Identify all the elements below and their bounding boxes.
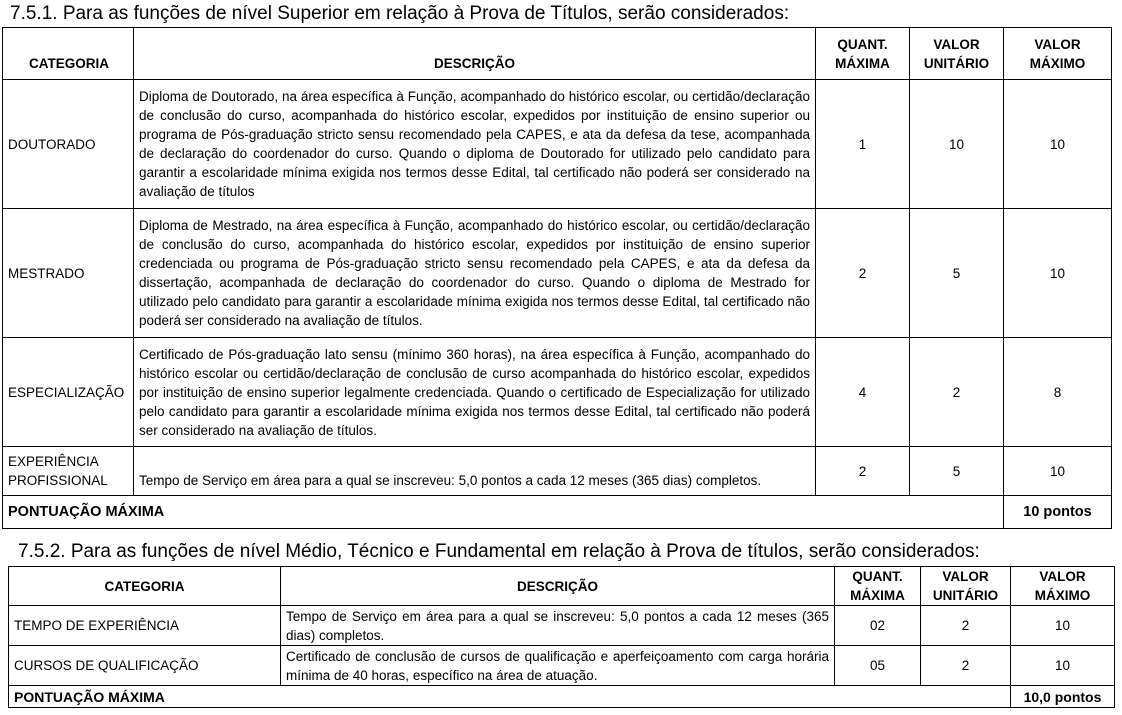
medio-titles-table — [8, 566, 1115, 708]
row-unitario: 5 — [910, 209, 1004, 338]
row-quant: 1 — [816, 80, 910, 209]
header-unit-line1: VALOR — [942, 569, 989, 584]
row-categoria: ESPECIALIZAÇÃO — [3, 338, 134, 447]
section-2-heading: 7.5.2. Para as funções de nível Médio, Técnico e Fundamental em relação à Prova de títulos, serão considerados: — [18, 541, 980, 562]
table-row — [3, 447, 1112, 496]
row-categoria: CURSOS DE QUALIFICAÇÃO — [9, 646, 281, 686]
total-row — [3, 496, 1112, 529]
header-quant-maxima — [816, 28, 910, 80]
superior-titles-table — [2, 27, 1112, 529]
row-unitario: 2 — [921, 606, 1011, 646]
header-valor-maximo — [1011, 567, 1115, 606]
header-descricao: DESCRIÇÃO — [134, 28, 816, 80]
header-valor-maximo — [1004, 28, 1112, 80]
header-max-line2: MÁXIMO — [1034, 588, 1091, 603]
row-unitario: 2 — [910, 338, 1004, 447]
table-row — [3, 80, 1112, 209]
header-descricao: DESCRIÇÃO — [281, 567, 835, 606]
header-quant-line1: QUANT. — [837, 37, 888, 52]
row-quant: 2 — [816, 447, 910, 496]
row-categoria-line2: PROFISSIONAL — [8, 473, 108, 488]
table-header-row — [3, 28, 1112, 80]
row-maximo: 10 — [1011, 606, 1115, 646]
row-descricao: Tempo de Serviço em área para a qual se inscreveu: 5,0 pontos a cada 12 meses (365 dias) completos. — [134, 447, 816, 496]
row-quant: 02 — [835, 606, 921, 646]
row-descricao: Diploma de Doutorado, na área específica à Função, acompanhado do histórico escolar, ou certidão/declaração de conclusão do curso, acompanhada do histórico escolar, expedidos por instituição de ensino superior ou programa de Pós-graduação stricto sensu recomendado pela CAPES, e ata da defesa da tese, acompanhada de declaração do coordenador do curso. Quando o diploma de Doutorado for utilizado pelo candidato para garantir a escolaridade mínima exigida nos termos desse Edital, tal certificado não poderá ser considerado na avaliação de títulos — [134, 80, 816, 209]
row-quant: 2 — [816, 209, 910, 338]
table-row — [3, 209, 1112, 338]
row-unitario: 2 — [921, 646, 1011, 686]
total-label: PONTUAÇÃO MÁXIMA — [3, 496, 1004, 529]
row-quant: 05 — [835, 646, 921, 686]
header-max-line2: MÁXIMO — [1029, 56, 1086, 71]
table-row — [3, 338, 1112, 447]
header-unit-line2: UNITÁRIO — [932, 588, 999, 603]
table-header-row — [9, 567, 1115, 606]
row-categoria: TEMPO DE EXPERIÊNCIA — [9, 606, 281, 646]
header-quant-maxima — [835, 567, 921, 606]
total-row — [9, 686, 1115, 708]
section-1-heading: 7.5.1. Para as funções de nível Superior em relação à Prova de Títulos, serão considerados: — [10, 3, 790, 24]
row-descricao: Certificado de conclusão de cursos de qualificação e aperfeiçoamento com carga horária mínima de 40 horas, específico na área de atuação. — [281, 646, 835, 686]
header-quant-line1: QUANT. — [852, 569, 903, 584]
row-maximo: 8 — [1004, 338, 1112, 447]
header-quant-line2: MÁXIMA — [850, 588, 905, 603]
row-unitario: 10 — [910, 80, 1004, 209]
table-row — [9, 606, 1115, 646]
table-row — [9, 646, 1115, 686]
header-quant-line2: MÁXIMA — [835, 56, 890, 71]
row-unitario: 5 — [910, 447, 1004, 496]
row-categoria — [3, 447, 134, 496]
header-unit-line1: VALOR — [933, 37, 980, 52]
total-value: 10 pontos — [1004, 496, 1112, 529]
row-quant: 4 — [816, 338, 910, 447]
total-value: 10,0 pontos — [1011, 686, 1115, 708]
row-maximo: 10 — [1004, 80, 1112, 209]
row-categoria: DOUTORADO — [3, 80, 134, 209]
row-maximo: 10 — [1011, 646, 1115, 686]
row-descricao: Certificado de Pós-graduação lato sensu (mínimo 360 horas), na área específica à Função, acompanhado do histórico escolar ou certidão/declaração de conclusão de curso acompanhada do histórico escolar, expedidos por instituição de ensino superior legalmente credenciada. Quando o certificado de Especialização for utilizado pelo candidato para garantir a escolaridade mínima exigida nos termos desse Edital, tal certificado não poderá ser considerado na avaliação de títulos. — [134, 338, 816, 447]
header-categoria: CATEGORIA — [9, 567, 281, 606]
header-valor-unitario — [921, 567, 1011, 606]
total-label: PONTUAÇÃO MÁXIMA — [9, 686, 1011, 708]
header-categoria: CATEGORIA — [3, 28, 134, 80]
header-max-line1: VALOR — [1034, 37, 1081, 52]
row-maximo: 10 — [1004, 209, 1112, 338]
row-descricao: Tempo de Serviço em área para a qual se inscreveu: 5,0 pontos a cada 12 meses (365 dias) completos. — [281, 606, 835, 646]
row-maximo: 10 — [1004, 447, 1112, 496]
row-descricao: Diploma de Mestrado, na área específica à Função, acompanhado do histórico escolar, ou certidão/declaração de conclusão do curso, acompanhada do histórico escolar, expedidos por instituição de ensino superior credenciada ou programa de Pós-graduação stricto sensu recomendado pela CAPES, e ata da defesa da dissertação, acompanhada de declaração do coordenador do curso. Quando o diploma de Mestrado for utilizado pelo candidato para garantir a escolaridade mínima exigida nos termos desse Edital, tal certificado não poderá ser considerado na avaliação de títulos. — [134, 209, 816, 338]
header-unit-line2: UNITÁRIO — [923, 56, 990, 71]
header-valor-unitario — [910, 28, 1004, 80]
row-categoria: MESTRADO — [3, 209, 134, 338]
header-max-line1: VALOR — [1039, 569, 1086, 584]
row-categoria-line1: EXPERIÊNCIA — [8, 454, 99, 469]
